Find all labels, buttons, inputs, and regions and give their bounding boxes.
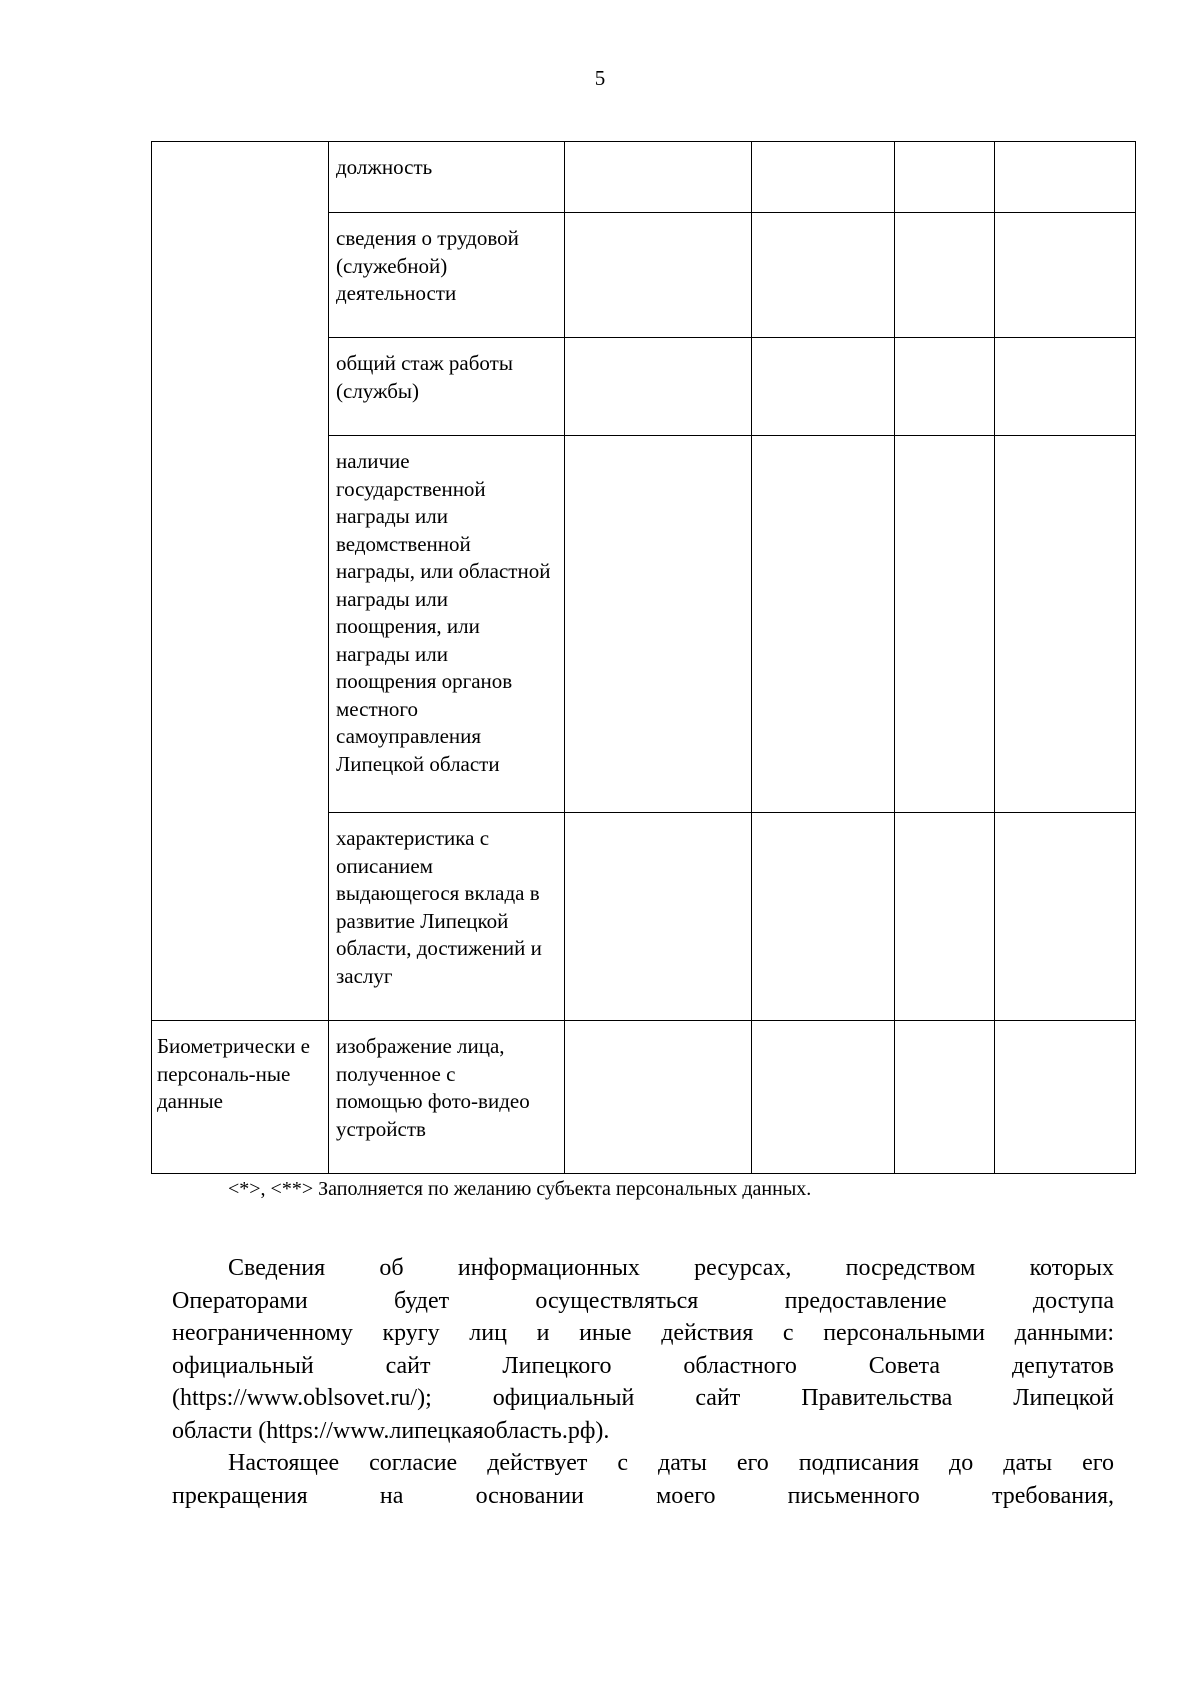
value-cell bbox=[565, 436, 752, 813]
paragraph-line: области (https://www.липецкаяобласть.рф). bbox=[172, 1417, 610, 1444]
value-cell bbox=[565, 813, 752, 1021]
value-cell bbox=[995, 338, 1136, 436]
paragraph-consent-validity bbox=[172, 1447, 1114, 1512]
item-label: должность bbox=[336, 155, 433, 179]
item-cell bbox=[329, 1021, 565, 1174]
item-label: наличие государственной награды или ведомственной награды, или областной награды или поощрения, или награды или поощрения органов местного самоуправления Липецкой области bbox=[336, 449, 551, 776]
paragraph-line: официальный сайт Липецкого областного Совета депутатов bbox=[172, 1352, 1114, 1379]
value-cell bbox=[752, 813, 895, 1021]
value-cell bbox=[565, 338, 752, 436]
category-cell bbox=[152, 1021, 329, 1174]
value-cell bbox=[895, 338, 995, 436]
value-cell bbox=[752, 338, 895, 436]
page-number: 5 bbox=[594, 66, 606, 90]
value-cell bbox=[895, 436, 995, 813]
item-label: общий стаж работы (службы) bbox=[336, 351, 513, 403]
item-cell bbox=[329, 213, 565, 338]
paragraph-line: (https://www.oblsovet.ru/); официальный сайт Правительства Липецкой bbox=[172, 1385, 1114, 1411]
footnote: <*>, <**> Заполняется по желанию субъекта персональных данных. bbox=[228, 1178, 812, 1200]
paragraph-line: Операторами будет осуществляться предоставление доступа bbox=[172, 1287, 1114, 1314]
value-cell bbox=[995, 813, 1136, 1021]
value-cell bbox=[752, 436, 895, 813]
category-cell-empty bbox=[152, 142, 329, 1021]
paragraph-line: Сведения об информационных ресурсах, посредством которых bbox=[228, 1255, 1114, 1281]
value-cell bbox=[752, 1021, 895, 1174]
paragraph-information-resources bbox=[172, 1252, 1114, 1447]
value-cell bbox=[895, 1021, 995, 1174]
personal-data-table bbox=[151, 141, 1136, 1174]
item-label: изображение лица, полученное с помощью фото-видео устройств bbox=[336, 1034, 530, 1141]
item-cell bbox=[329, 338, 565, 436]
table-row bbox=[152, 1021, 1136, 1174]
value-cell bbox=[565, 1021, 752, 1174]
item-cell bbox=[329, 813, 565, 1021]
value-cell bbox=[565, 142, 752, 213]
item-label: сведения о трудовой (служебной) деятельности bbox=[336, 226, 519, 305]
value-cell bbox=[895, 213, 995, 338]
value-cell bbox=[995, 142, 1136, 213]
value-cell bbox=[995, 1021, 1136, 1174]
value-cell bbox=[895, 813, 995, 1021]
value-cell bbox=[752, 142, 895, 213]
paragraph-line: прекращения на основании моего письменного требования, bbox=[172, 1482, 1114, 1509]
value-cell bbox=[565, 213, 752, 338]
item-cell bbox=[329, 436, 565, 813]
table-row bbox=[152, 142, 1136, 213]
category-label: Биометрически е персональ-ные данные bbox=[157, 1034, 310, 1113]
value-cell bbox=[995, 436, 1136, 813]
paragraph-line: Настоящее согласие действует с даты его подписания до даты его bbox=[228, 1450, 1114, 1476]
value-cell bbox=[895, 142, 995, 213]
item-label: характеристика с описанием выдающегося вклада в развитие Липецкой области, достижений и заслуг bbox=[336, 826, 542, 988]
value-cell bbox=[752, 213, 895, 338]
value-cell bbox=[995, 213, 1136, 338]
paragraph-line: неограниченному кругу лиц и иные действия с персональными данными: bbox=[172, 1320, 1114, 1346]
item-cell bbox=[329, 142, 565, 213]
